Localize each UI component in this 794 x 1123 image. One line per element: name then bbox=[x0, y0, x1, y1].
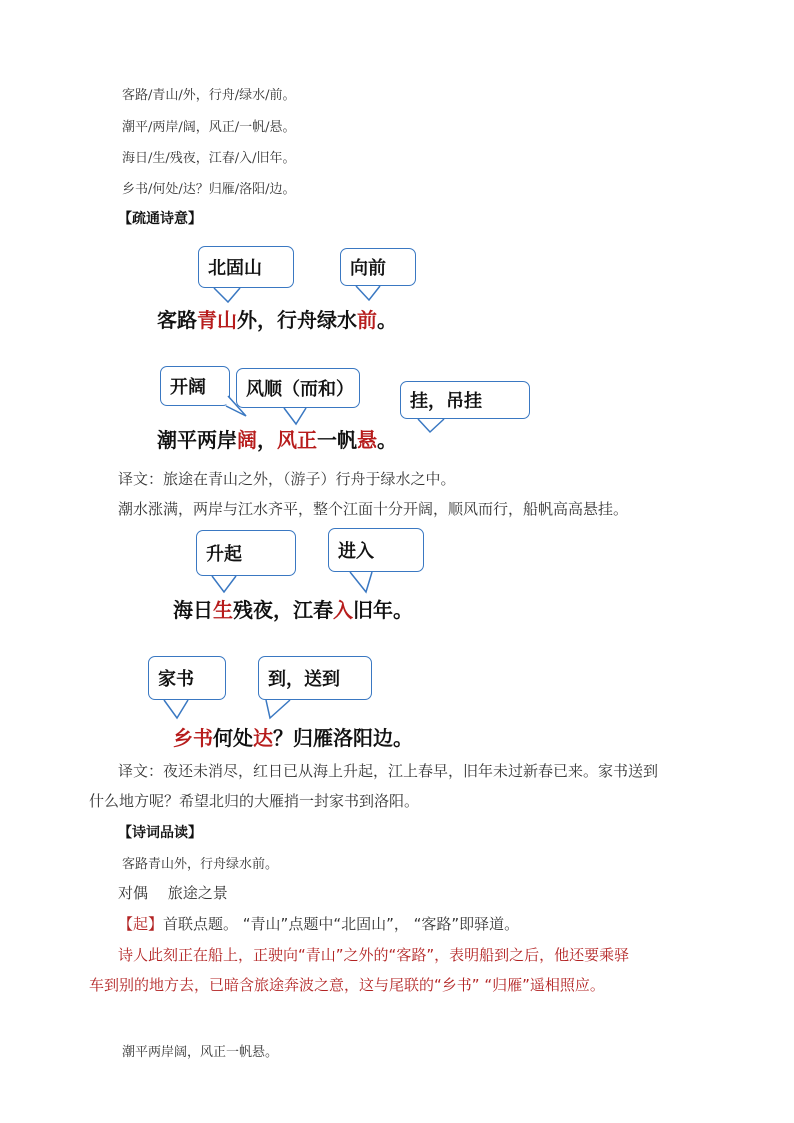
callout-text: 开阔 bbox=[170, 377, 206, 398]
keyword-xiangshu: 乡书 bbox=[173, 726, 213, 750]
poem-line-4: 乡书何处达？归雁洛阳边。 bbox=[173, 726, 413, 750]
section-heading-appreciation: 【诗词品读】 bbox=[118, 825, 202, 841]
keyword-fengzheng: 风正 bbox=[277, 428, 317, 452]
reading-line-3: 海日/生/残夜，江春/入/旧年。 bbox=[122, 151, 296, 166]
callout-text: 进入 bbox=[338, 541, 374, 562]
qi-paragraph: 【起】首联点题。 “青山”点题中“北固山”， “客路”即驿道。 bbox=[118, 915, 520, 933]
callout-bubble-kaikuo bbox=[160, 366, 230, 406]
reading-line-1: 客路/青山/外，行舟/绿水/前。 bbox=[122, 88, 296, 103]
callout-text: 到，送到 bbox=[268, 669, 340, 690]
poem-line-3: 海日生残夜，江春入旧年。 bbox=[173, 598, 413, 622]
callout-text: 北固山 bbox=[208, 258, 262, 279]
keyword-kuo: 阔 bbox=[237, 428, 257, 452]
callout-bubble-gua bbox=[400, 381, 530, 419]
verse-1: 客路青山外，行舟绿水前。 bbox=[122, 857, 279, 872]
callout-bubble-jiashu bbox=[148, 656, 226, 700]
reading-line-4: 乡书/何处/达？归雁/洛阳/边。 bbox=[122, 182, 296, 197]
poem-line-1: 客路青山外，行舟绿水前。 bbox=[157, 308, 397, 332]
analysis-line-1: 诗人此刻正在船上，正驶向“青山”之外的“客路”，表明船到之后，他还要乘驿 bbox=[118, 946, 630, 964]
keyword-ru: 入 bbox=[333, 598, 353, 622]
callout-bubble-xiangqian bbox=[340, 248, 416, 286]
translation-1-line-1: 译文：旅途在青山之外，（游子）行舟于绿水之中。 bbox=[118, 470, 456, 488]
keyword-da: 达 bbox=[253, 726, 273, 750]
callout-text: 风顺（而和） bbox=[246, 379, 354, 400]
callout-bubble-beigushan bbox=[198, 246, 294, 288]
callout-text: 向前 bbox=[350, 258, 386, 279]
callout-bubble-fengshun bbox=[236, 368, 360, 408]
poem-line-2: 潮平两岸阔，风正一帆悬。 bbox=[157, 428, 397, 452]
verse-2: 潮平两岸阔，风正一帆悬。 bbox=[122, 1045, 279, 1060]
section-heading-meaning: 【疏通诗意】 bbox=[118, 211, 202, 227]
translation-2-line-1: 译文：夜还未消尽，红日已从海上升起，江上春早，旧年未过新春已来。家书送到 bbox=[118, 762, 659, 780]
keyword-qian: 前 bbox=[357, 308, 377, 332]
reading-line-2: 潮平/两岸/阔，风正/一帆/悬。 bbox=[122, 120, 296, 135]
keyword-xuan: 悬 bbox=[357, 428, 377, 452]
callout-text: 挂，吊挂 bbox=[410, 391, 482, 412]
translation-1-line-2: 潮水涨满，两岸与江水齐平，整个江面十分开阔，顺风而行，船帆高高悬挂。 bbox=[118, 500, 629, 518]
keyword-sheng: 生 bbox=[213, 598, 233, 622]
keyword-qingshan: 青山 bbox=[197, 308, 237, 332]
callout-text: 升起 bbox=[206, 544, 242, 565]
callout-text: 家书 bbox=[158, 669, 194, 690]
qi-label: 【起】 bbox=[118, 915, 164, 933]
analysis-line-2: 车到别的地方去，已暗含旅途奔波之意，这与尾联的“乡书” “归雁”遥相照应。 bbox=[89, 976, 605, 994]
callout-bubble-jinru bbox=[328, 528, 424, 572]
callout-bubble-shengqi bbox=[196, 530, 296, 576]
appreciation-tags: 对偶 旅途之景 bbox=[118, 884, 228, 902]
callout-tail bbox=[0, 0, 1, 1]
callout-bubble-daosongdao bbox=[258, 656, 372, 700]
translation-2-line-2: 什么地方呢？希望北归的大雁捎一封家书到洛阳。 bbox=[89, 792, 420, 810]
